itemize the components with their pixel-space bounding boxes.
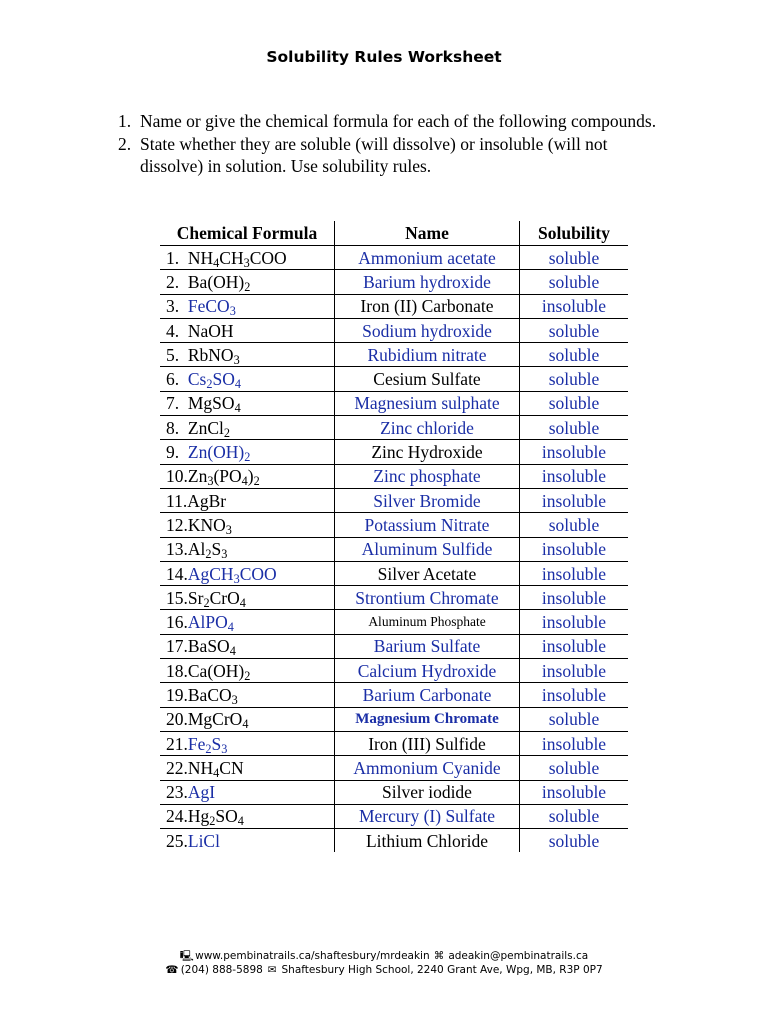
compound-name: Sodium hydroxide [335, 318, 520, 342]
row-number: 3. [166, 296, 188, 317]
compound-name: Cesium Sulfate [335, 367, 520, 391]
row-number: 24. [166, 806, 188, 827]
table-row [160, 294, 628, 318]
compound-name: Ammonium acetate [335, 246, 520, 270]
solubility-value: insoluble [520, 488, 629, 512]
table-row [160, 416, 628, 440]
table-row [160, 756, 628, 780]
chemical-formula: $Ba(OH)_2$ [187, 271, 251, 294]
formula-cell [160, 586, 335, 610]
solubility-value: insoluble [520, 537, 629, 561]
compound-name: Zinc phosphate [335, 464, 520, 488]
chemical-formula: BaCO$_3$ [187, 684, 238, 708]
table-row [160, 367, 628, 391]
solubility-table [160, 221, 628, 852]
row-number: 15. [166, 587, 188, 608]
table-row [160, 683, 628, 707]
solubility-value: insoluble [520, 683, 629, 707]
solubility-value: insoluble [520, 659, 629, 683]
instruction-text: Name or give the chemical formula for each of the following compounds. [140, 111, 657, 131]
row-number: 17. [166, 636, 188, 657]
formula-cell [160, 367, 335, 391]
instruction-item [112, 133, 672, 178]
formula-cell [160, 829, 335, 853]
table-row [160, 537, 628, 561]
compound-name: Lithium Chloride [335, 829, 520, 853]
table-row [160, 318, 628, 342]
footer-line-2 [0, 964, 768, 976]
instruction-item [112, 110, 672, 133]
compound-name: Aluminum Sulfide [335, 537, 520, 561]
solubility-value: soluble [520, 707, 629, 731]
chemical-formula: $Zn(OH)_2$ [187, 442, 251, 465]
chemical-formula: $NH_4CH_3COO$ [187, 247, 287, 270]
formula-cell [160, 610, 335, 634]
chemical-formula: MgCrO$_4$ [187, 709, 249, 732]
table-row [160, 780, 628, 804]
compound-name: Strontium Chromate [335, 586, 520, 610]
solubility-value: insoluble [520, 440, 629, 464]
table-row [160, 586, 628, 610]
chemical-formula: $KNO_3$ [187, 514, 232, 537]
solubility-value: insoluble [520, 294, 629, 318]
row-number: 4. [166, 320, 188, 341]
compound-name: Barium Sulfate [335, 634, 520, 658]
row-number: 16. [166, 612, 188, 633]
formula-cell [160, 756, 335, 780]
solubility-value: soluble [520, 416, 629, 440]
formula-cell [160, 683, 335, 707]
row-number: 10. [166, 466, 188, 487]
compound-name: Silver Acetate [335, 561, 520, 585]
table-row [160, 659, 628, 683]
compound-name: Silver Bromide [335, 488, 520, 512]
chemical-formula: AgI [187, 782, 216, 803]
chemical-formula: AgCH$_3$COO [187, 563, 277, 586]
solubility-value: soluble [520, 513, 629, 537]
table-row [160, 270, 628, 294]
chemical-formula: $Sr_2CrO_4$ [187, 587, 246, 610]
footer-email: adeakin@pembinatrails.ca [448, 950, 589, 962]
chemical-formula: BaSO$_4$ [187, 636, 236, 659]
chemical-formula: ZnCl$_2$ [187, 417, 230, 440]
table-row [160, 804, 628, 828]
compound-name: Mercury (I) Sulfate [335, 804, 520, 828]
chemical-formula: $Zn_3(PO_4)_2$ [187, 466, 260, 489]
formula-cell [160, 634, 335, 658]
solubility-value: insoluble [520, 561, 629, 585]
mouse-icon: ⌘ [433, 950, 445, 962]
row-number: 25. [166, 830, 188, 851]
compound-name: Barium hydroxide [335, 270, 520, 294]
telephone-icon: ☎ [165, 964, 179, 976]
chemical-formula: $Al_2S_3$ [187, 539, 228, 562]
chemical-formula: AlPO$_4$ [187, 612, 234, 635]
computer-icon: 🖳 [179, 950, 194, 962]
compound-name: Barium Carbonate [335, 683, 520, 707]
row-number: 8. [166, 417, 188, 438]
solubility-value: insoluble [520, 586, 629, 610]
row-number: 19. [166, 684, 188, 705]
solubility-value: soluble [520, 343, 629, 367]
table-row [160, 707, 628, 731]
table-row [160, 464, 628, 488]
table-header-row [160, 221, 628, 246]
formula-cell [160, 464, 335, 488]
formula-cell [160, 246, 335, 270]
row-number: 23. [166, 782, 188, 803]
row-number: 11. [166, 490, 188, 511]
solubility-value: soluble [520, 270, 629, 294]
header-chemical-formula: Chemical Formula [160, 221, 335, 246]
table-body [160, 246, 628, 853]
compound-name: Zinc chloride [335, 416, 520, 440]
formula-cell [160, 731, 335, 755]
compound-name: Iron (II) Carbonate [335, 294, 520, 318]
row-number: 6. [166, 369, 188, 390]
solubility-value: insoluble [520, 464, 629, 488]
row-number: 2. [166, 271, 188, 292]
header-solubility: Solubility [520, 221, 629, 246]
compound-name: Potassium Nitrate [335, 513, 520, 537]
formula-cell [160, 659, 335, 683]
compound-name: Silver iodide [335, 780, 520, 804]
formula-cell [160, 318, 335, 342]
instructions-list [112, 110, 672, 178]
row-number: 7. [166, 393, 188, 414]
solubility-value: soluble [520, 246, 629, 270]
solubility-value: soluble [520, 829, 629, 853]
formula-cell [160, 537, 335, 561]
solubility-value: insoluble [520, 780, 629, 804]
formula-cell [160, 804, 335, 828]
compound-name: Iron (III) Sulfide [335, 731, 520, 755]
solubility-value: soluble [520, 756, 629, 780]
compound-name: Aluminum Phosphate [335, 610, 520, 634]
formula-cell [160, 707, 335, 731]
formula-cell [160, 416, 335, 440]
table-row [160, 391, 628, 415]
header-name: Name [335, 221, 520, 246]
row-number: 9. [166, 442, 188, 463]
solubility-value: soluble [520, 318, 629, 342]
compound-name: Ammonium Cyanide [335, 756, 520, 780]
compound-name: Rubidium nitrate [335, 343, 520, 367]
formula-cell [160, 561, 335, 585]
table-row [160, 513, 628, 537]
formula-cell [160, 270, 335, 294]
formula-cell [160, 294, 335, 318]
solubility-value: insoluble [520, 731, 629, 755]
footer-address: Shaftesbury High School, 2240 Grant Ave, Wpg, MB, R3P 0P7 [281, 964, 603, 976]
footer-phone: (204) 888-5898 [180, 964, 263, 976]
chemical-formula: RbNO$_3$ [187, 344, 240, 367]
table-row [160, 731, 628, 755]
formula-cell [160, 780, 335, 804]
row-number: 13. [166, 539, 188, 560]
row-number: 21. [166, 733, 188, 754]
table-row [160, 634, 628, 658]
chemical-formula: $Fe_2S_3$ [187, 733, 228, 756]
solubility-value: soluble [520, 391, 629, 415]
solubility-value: soluble [520, 367, 629, 391]
chemical-formula: $NH_4CN$ [187, 757, 244, 780]
formula-cell [160, 391, 335, 415]
row-number: 12. [166, 514, 188, 535]
instruction-number: 1. [118, 111, 132, 131]
chemical-formula: $Hg_2SO_4$ [187, 806, 244, 829]
table-row [160, 488, 628, 512]
compound-name: Magnesium sulphate [335, 391, 520, 415]
footer-website: www.pembinatrails.ca/shaftesbury/mrdeakin [195, 950, 430, 962]
compound-name: Calcium Hydroxide [335, 659, 520, 683]
table-row [160, 829, 628, 853]
worksheet-title: Solubility Rules Worksheet [266, 48, 502, 66]
row-number: 18. [166, 660, 188, 681]
compound-name: Zinc Hydroxide [335, 440, 520, 464]
chemical-formula: LiCl [187, 830, 220, 851]
instruction-number: 2. [118, 133, 132, 154]
row-number: 5. [166, 344, 188, 365]
table-row [160, 610, 628, 634]
row-number: 1. [166, 247, 188, 268]
formula-cell [160, 343, 335, 367]
envelope-icon: ✉ [267, 964, 277, 976]
row-number: 14. [166, 563, 188, 584]
chemical-formula: $Cs_2SO_4$ [187, 369, 241, 392]
table-row [160, 440, 628, 464]
table-row [160, 561, 628, 585]
chemical-formula: AgBr [187, 490, 227, 511]
chemical-formula: $Ca(OH)_2$ [187, 660, 251, 683]
solubility-value: soluble [520, 804, 629, 828]
formula-cell [160, 513, 335, 537]
solubility-value: insoluble [520, 634, 629, 658]
chemical-formula: NaOH [187, 320, 234, 341]
chemical-formula: FeCO$_3$ [187, 296, 236, 319]
compound-name: Magnesium Chromate [335, 707, 520, 731]
chemical-formula: MgSO$_4$ [187, 393, 241, 416]
formula-cell [160, 488, 335, 512]
table-row [160, 246, 628, 270]
instruction-text: State whether they are soluble (will dissolve) or insoluble (will not dissolve) in solution. Use solubility rules. [140, 133, 608, 176]
solubility-value: insoluble [520, 610, 629, 634]
row-number: 20. [166, 709, 188, 730]
formula-cell [160, 440, 335, 464]
row-number: 22. [166, 757, 188, 778]
table-row [160, 343, 628, 367]
